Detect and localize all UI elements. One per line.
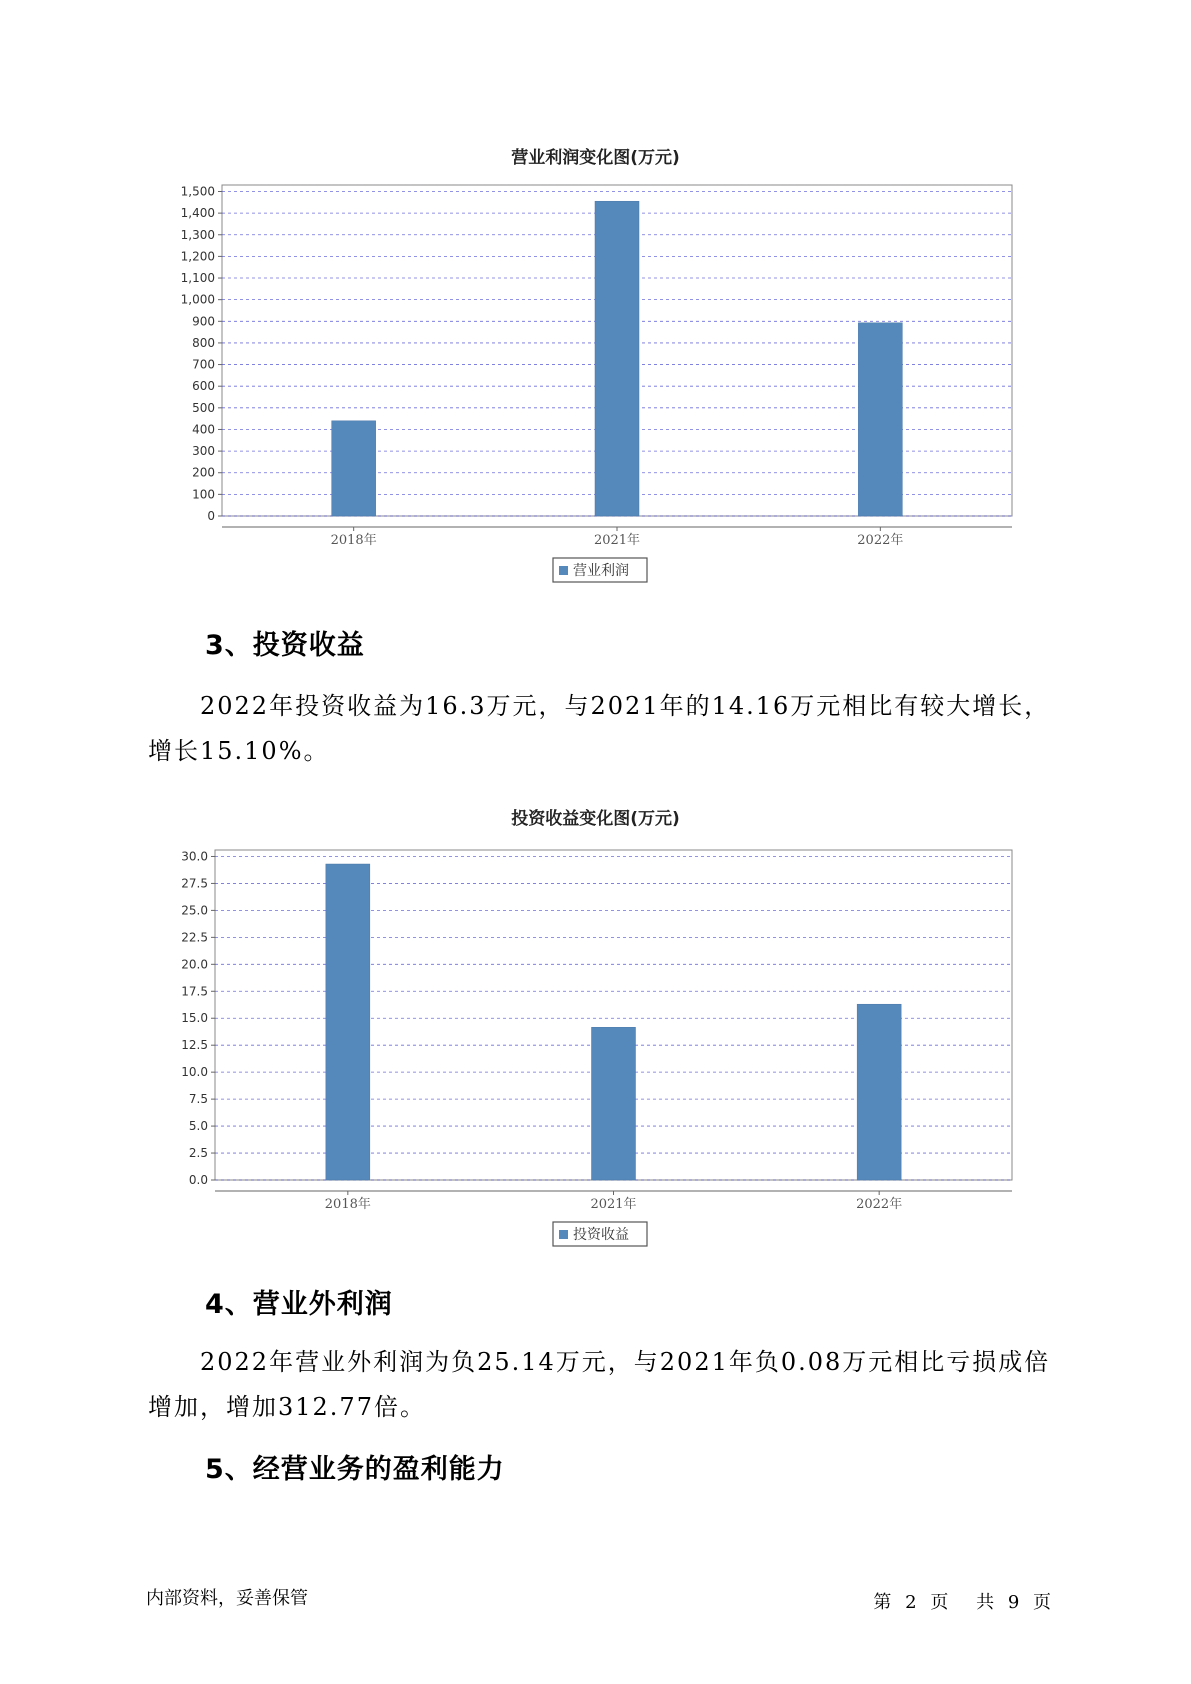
y-tick-label: 12.5	[181, 1038, 208, 1053]
y-tick-label: 1,000	[180, 292, 215, 307]
bar-2021年	[595, 201, 639, 516]
y-tick-label: 1,200	[180, 249, 215, 264]
y-tick-label: 1,100	[180, 271, 215, 286]
legend	[553, 1222, 647, 1246]
y-tick-label: 1,300	[180, 227, 215, 242]
x-tick-label: 2018年	[330, 533, 377, 548]
bar-2018年	[326, 864, 370, 1180]
y-tick-label: 27.5	[181, 876, 208, 891]
y-tick-label: 500	[192, 400, 215, 415]
page-prefix: 第	[873, 1592, 892, 1613]
y-tick-label: 20.0	[181, 957, 208, 972]
paragraph-investment-income: 2022年投资收益为16.3万元，与2021年的14.16万元相比有较大增长，增长15.10%。	[148, 692, 1051, 765]
y-tick-label: 15.0	[181, 1011, 208, 1026]
y-tick-label: 22.5	[181, 930, 208, 945]
y-tick-label: 30.0	[181, 849, 208, 864]
footer-confidential-note: 内部资料，妥善保管	[146, 1588, 308, 1609]
bar-2022年	[858, 323, 902, 516]
x-tick-label: 2021年	[590, 1197, 637, 1212]
page-current: 2	[905, 1592, 917, 1613]
y-tick-label: 600	[192, 379, 215, 394]
y-tick-label: 100	[192, 487, 215, 502]
y-tick-label: 400	[192, 422, 215, 437]
chart-operating-profit	[0, 170, 1191, 590]
page-total: 9	[1007, 1592, 1020, 1613]
chart-title-investment-income: 投资收益变化图(万元)	[511, 809, 680, 829]
x-tick-label: 2018年	[324, 1197, 371, 1212]
x-tick-label: 2022年	[857, 533, 904, 548]
bar-2021年	[592, 1027, 636, 1180]
legend-label: 投资收益	[573, 1227, 629, 1243]
y-tick-label: 1,500	[180, 184, 215, 199]
section-heading-investment-income: 3、投资收益	[205, 630, 365, 661]
y-tick-label: 2.5	[188, 1146, 208, 1161]
footer-page-number	[873, 1588, 1051, 1614]
y-tick-label: 700	[192, 357, 215, 372]
y-tick-label: 900	[192, 314, 215, 329]
y-tick-label: 10.0	[181, 1065, 208, 1080]
y-tick-label: 17.5	[181, 984, 208, 999]
x-tick-label: 2021年	[593, 533, 641, 548]
y-tick-label: 300	[192, 444, 215, 459]
section-heading-non-operating-profit: 4、营业外利润	[205, 1289, 393, 1320]
legend-swatch	[559, 566, 568, 575]
y-tick-label: 200	[192, 465, 215, 480]
y-tick-label: 7.5	[188, 1092, 208, 1107]
page-total-prefix: 共	[976, 1592, 995, 1613]
bar-2018年	[332, 421, 376, 516]
y-tick-label: 800	[192, 335, 215, 350]
bar-2022年	[857, 1004, 901, 1180]
chart-title-operating-profit: 营业利润变化图(万元)	[511, 148, 680, 168]
chart-investment-income	[0, 840, 1191, 1260]
y-tick-label: 25.0	[181, 903, 208, 918]
legend-swatch	[559, 1230, 568, 1239]
y-tick-label: 1,400	[180, 206, 215, 221]
y-tick-label: 5.0	[188, 1119, 208, 1134]
paragraph-non-operating-profit: 2022年营业外利润为负25.14万元，与2021年负0.08万元相比亏损成倍增加，增加312.77倍。	[148, 1348, 1051, 1421]
legend	[553, 558, 647, 582]
y-tick-label: 0	[207, 509, 215, 523]
page-total-unit: 页	[1033, 1592, 1051, 1613]
page-unit: 页	[930, 1592, 949, 1613]
x-tick-label: 2022年	[856, 1197, 903, 1212]
y-tick-label: 0.0	[188, 1173, 208, 1187]
legend-label: 营业利润	[573, 563, 629, 579]
section-heading-profitability: 5、经营业务的盈利能力	[205, 1454, 505, 1485]
